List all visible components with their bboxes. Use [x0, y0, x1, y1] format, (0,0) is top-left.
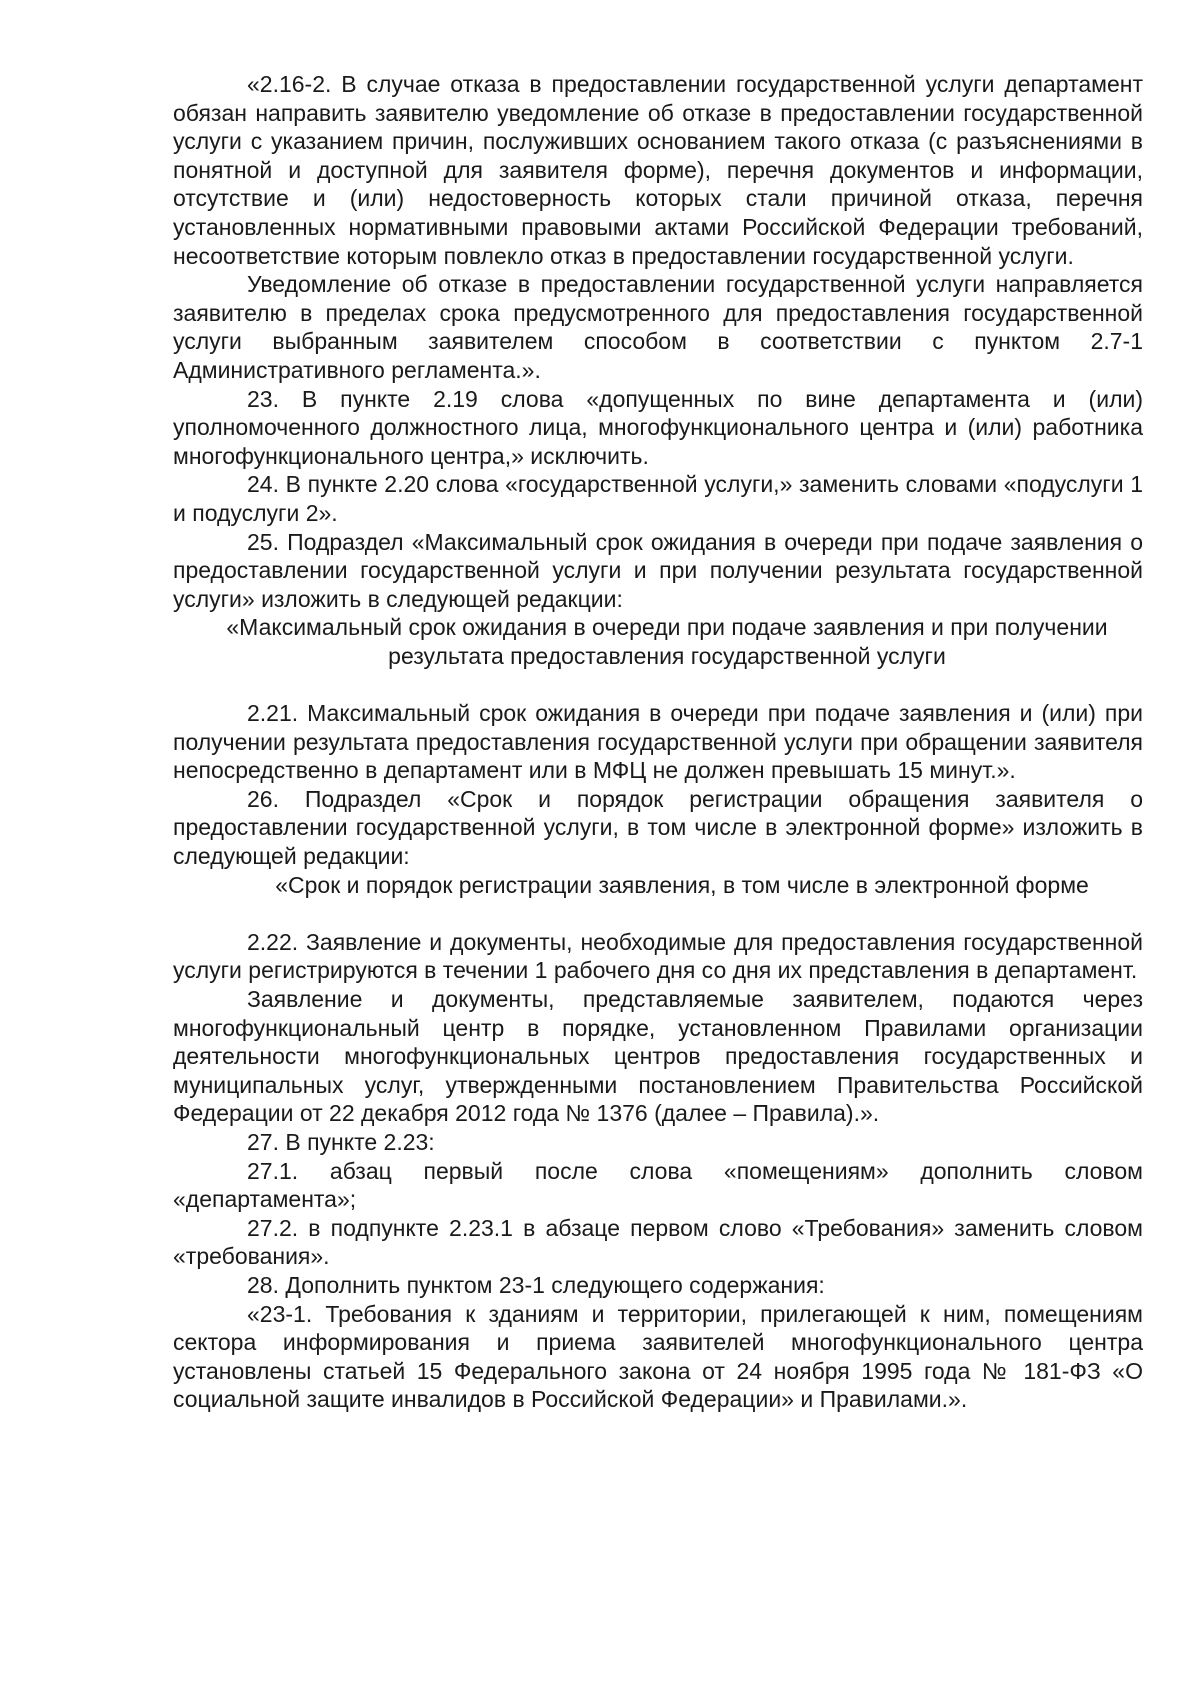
- paragraph-item-27-2: 27.2. в подпункте 2.23.1 в абзаце первом слово «Требования» заменить словом «требования».: [173, 1214, 1143, 1270]
- paragraph-item-27: 27. В пункте 2.23:: [247, 1128, 435, 1155]
- paragraph-23-1: «23-1. Требования к зданиям и территории, прилегающей к ним, помещениям сектора информирования и приема заявителей многофункционального центра установлены статьей 15 Федерального закона от 24 ноября 1995 года № 181-ФЗ «О социальной защите инвалидов в Российской Федерации» и Правилами.».: [173, 1300, 1143, 1413]
- subsection-heading-registration: «Срок и порядок регистрации заявления, в том числе в электронной форме: [275, 871, 1089, 898]
- paragraph-2-21: 2.21. Максимальный срок ожидания в очереди при подаче заявления и (или) при получении результата предоставления государственной услуги при обращении заявителя непосредственно в департамент или в МФЦ не должен превышать 15 минут.».: [173, 700, 1143, 784]
- paragraph-2-22: 2.22. Заявление и документы, необходимые для предоставления государственной услуги регистрируются в течении 1 рабочего дня со дня их представления в департамент.: [173, 928, 1143, 984]
- paragraph-notification: Уведомление об отказе в предоставлении государственной услуги направляется заявителю в пределах срока предусмотренного для предоставления государственной услуги выбранным заявителем способом в соответствии с пунктом 2.7-1 Административного регламента.».: [173, 271, 1143, 383]
- paragraph-item-24: 24. В пункте 2.20 слова «государственной услуги,» заменить словами «подуслуги 1 и подуслуги 2».: [173, 471, 1143, 526]
- paragraph-item-26: 26. Подраздел «Срок и порядок регистрации обращения заявителя о предоставлении государственной услуги, в том числе в электронной форме» изложить в следующей редакции:: [173, 785, 1143, 870]
- paragraph-item-28: 28. Дополнить пунктом 23-1 следующего содержания:: [247, 1271, 825, 1298]
- subsection-heading-waiting-time: «Максимальный срок ожидания в очереди при подаче заявления и при получении результата предоставления государственной услуги: [226, 614, 1108, 669]
- blank-line: [173, 670, 1143, 699]
- blank-line: [173, 899, 1143, 928]
- paragraph-item-25: 25. Подраздел «Максимальный срок ожидания в очереди при подаче заявления о предоставлении государственной услуги и при получении результата государственной услуги» изложить в следующей редакции:: [173, 528, 1143, 612]
- paragraph-2-16-2: «2.16-2. В случае отказа в предоставлении государственной услуги департамент обязан направить заявителю уведомление об отказе в предоставлении государственной услуги с указанием причин, послуживших основанием такого отказа (с разъяснениями в понятной и доступной для заявителя форме), перечня документов и информации, отсутствие и (или) недостоверность которых стали причиной отказа, перечня установленных нормативными правовыми актами Российской Федерации требований, несоответствие которым повлекло отказ в предоставлении государственной услуги.: [173, 71, 1143, 269]
- paragraph-item-27-1: 27.1. абзац первый после слова «помещениям» дополнить словом «департамента»;: [173, 1157, 1143, 1213]
- document-page: [173, 70, 1143, 1414]
- paragraph-mfc-submission: Заявление и документы, представляемые заявителем, подаются через многофункциональный центр в порядке, установленном Правилами организации деятельности многофункциональных центров предоставления государственных и муниципальных услуг, утвержденными постановлением Правительства Российской Федерации от 22 декабря 2012 года № 1376 (далее – Правила).».: [173, 986, 1143, 1127]
- paragraph-item-23: 23. В пункте 2.19 слова «допущенных по вине департамента и (или) уполномоченного должностного лица, многофункционального центра и (или) работника многофункционального центра,» исключить.: [173, 385, 1143, 469]
